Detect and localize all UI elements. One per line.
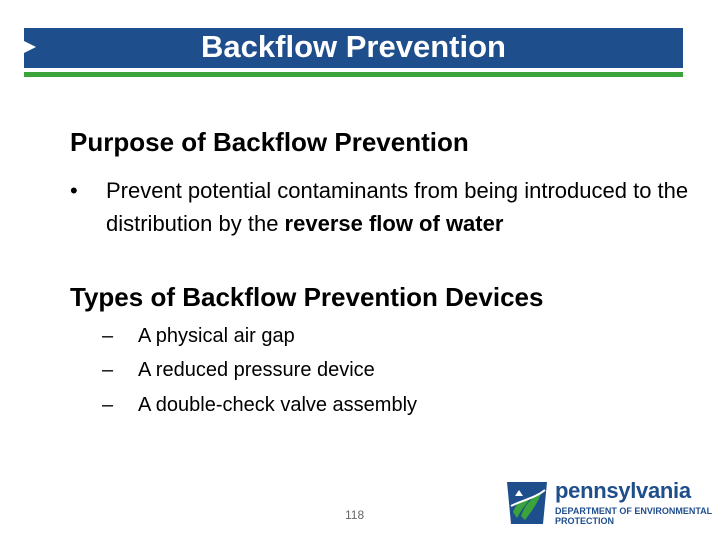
dash-marker: –: [102, 325, 114, 347]
list-item-text: A physical air gap: [138, 325, 295, 347]
purpose-bullet-emphasis: reverse flow of water: [284, 211, 504, 236]
logo-name: pennsylvania: [555, 478, 691, 503]
list-item: [102, 359, 375, 382]
list-item-text: A reduced pressure device: [138, 359, 375, 381]
list-item: [102, 394, 417, 417]
dash-marker: –: [102, 394, 114, 416]
logo-department: DEPARTMENT OF ENVIRONMENTAL PROTECTION: [555, 506, 713, 526]
list-item: [102, 325, 295, 348]
pa-dep-logo: [503, 478, 713, 528]
purpose-heading: Purpose of Backflow Prevention: [70, 127, 469, 157]
page-number: 118: [345, 508, 365, 522]
purpose-bullet-text: Prevent potential contaminants from being introduced to the distribution by the reverse flow of water: [106, 178, 689, 236]
types-heading: Types of Backflow Prevention Devices: [70, 282, 544, 312]
list-item-text: A double-check valve assembly: [138, 394, 418, 416]
slide-title: Backflow Prevention: [201, 29, 506, 64]
keystone-icon: [503, 478, 551, 528]
title-underline: [24, 72, 683, 77]
bullet-icon: •: [70, 178, 78, 203]
dash-marker: –: [102, 359, 114, 381]
